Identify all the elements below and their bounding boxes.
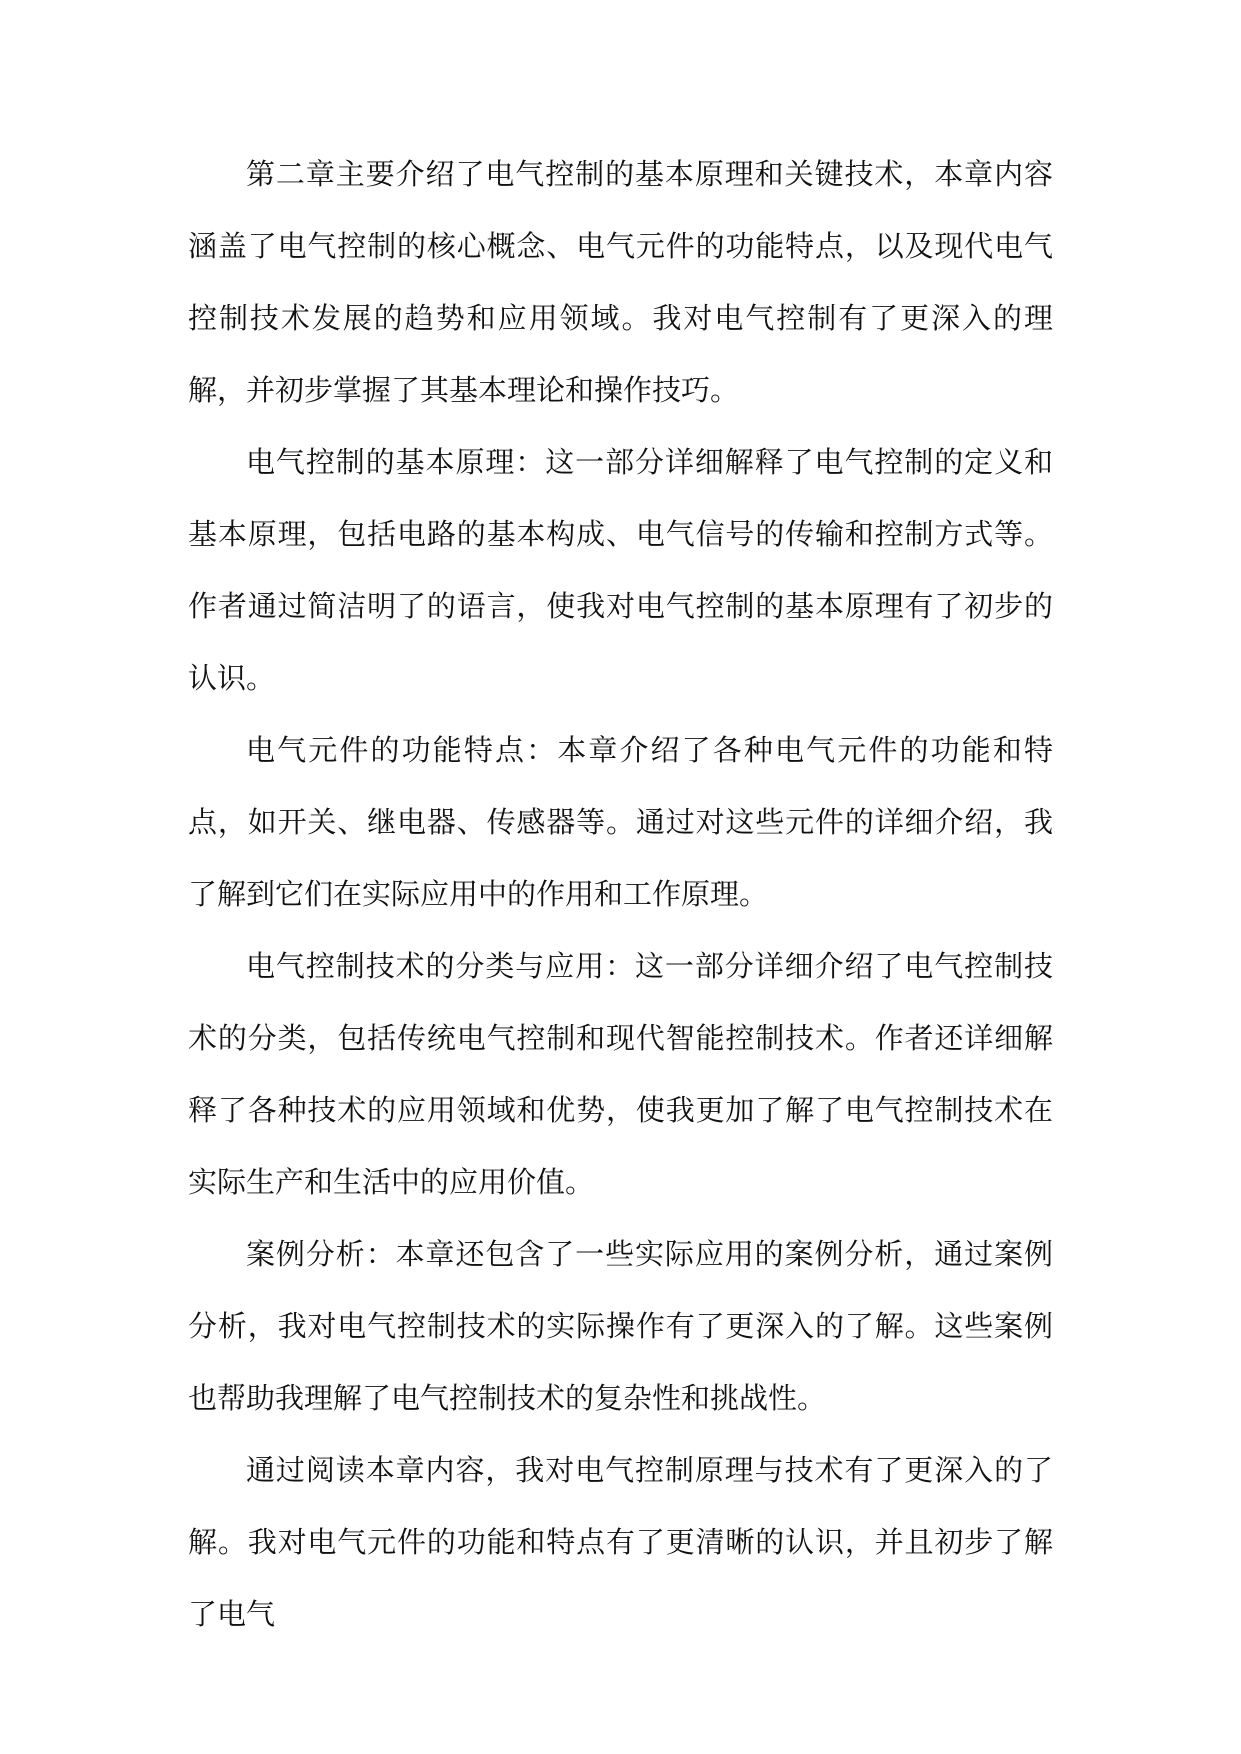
paragraph-component-features: 电气元件的功能特点：本章介绍了各种电气元件的功能和特点，如开关、继电器、传感器等。通过对这些元件的详细介绍，我了解到它们在实际应用中的作用和工作原理。	[188, 733, 1053, 911]
paragraph-basic-principles: 电气控制的基本原理：这一部分详细解释了电气控制的定义和基本原理，包括电路的基本构成、电气信号的传输和控制方式等。作者通过简洁明了的语言，使我对电气控制的基本原理有了初步的认识。	[188, 445, 1053, 695]
paragraph-chapter-summary: 第二章主要介绍了电气控制的基本原理和关键技术，本章内容涵盖了电气控制的核心概念、电气元件的功能特点，以及现代电气控制技术发展的趋势和应用领域。我对电气控制有了更深入的理解，并初步掌握了其基本理论和操作技巧。	[188, 157, 1053, 407]
paragraph-case-analysis: 案例分析：本章还包含了一些实际应用的案例分析，通过案例分析，我对电气控制技术的实际操作有了更深入的了解。这些案例也帮助我理解了电气控制技术的复杂性和挑战性。	[188, 1237, 1053, 1415]
paragraph-technology-classification: 电气控制技术的分类与应用：这一部分详细介绍了电气控制技术的分类，包括传统电气控制和现代智能控制技术。作者还详细解释了各种技术的应用领域和优势，使我更加了解了电气控制技术在实际生产和生活中的应用价值。	[188, 949, 1053, 1199]
paragraph-reading-conclusion: 通过阅读本章内容，我对电气控制原理与技术有了更深入的了解。我对电气元件的功能和特点有了更清晰的认识，并且初步了解了电气	[188, 1453, 1053, 1631]
document-body	[188, 138, 1053, 1650]
